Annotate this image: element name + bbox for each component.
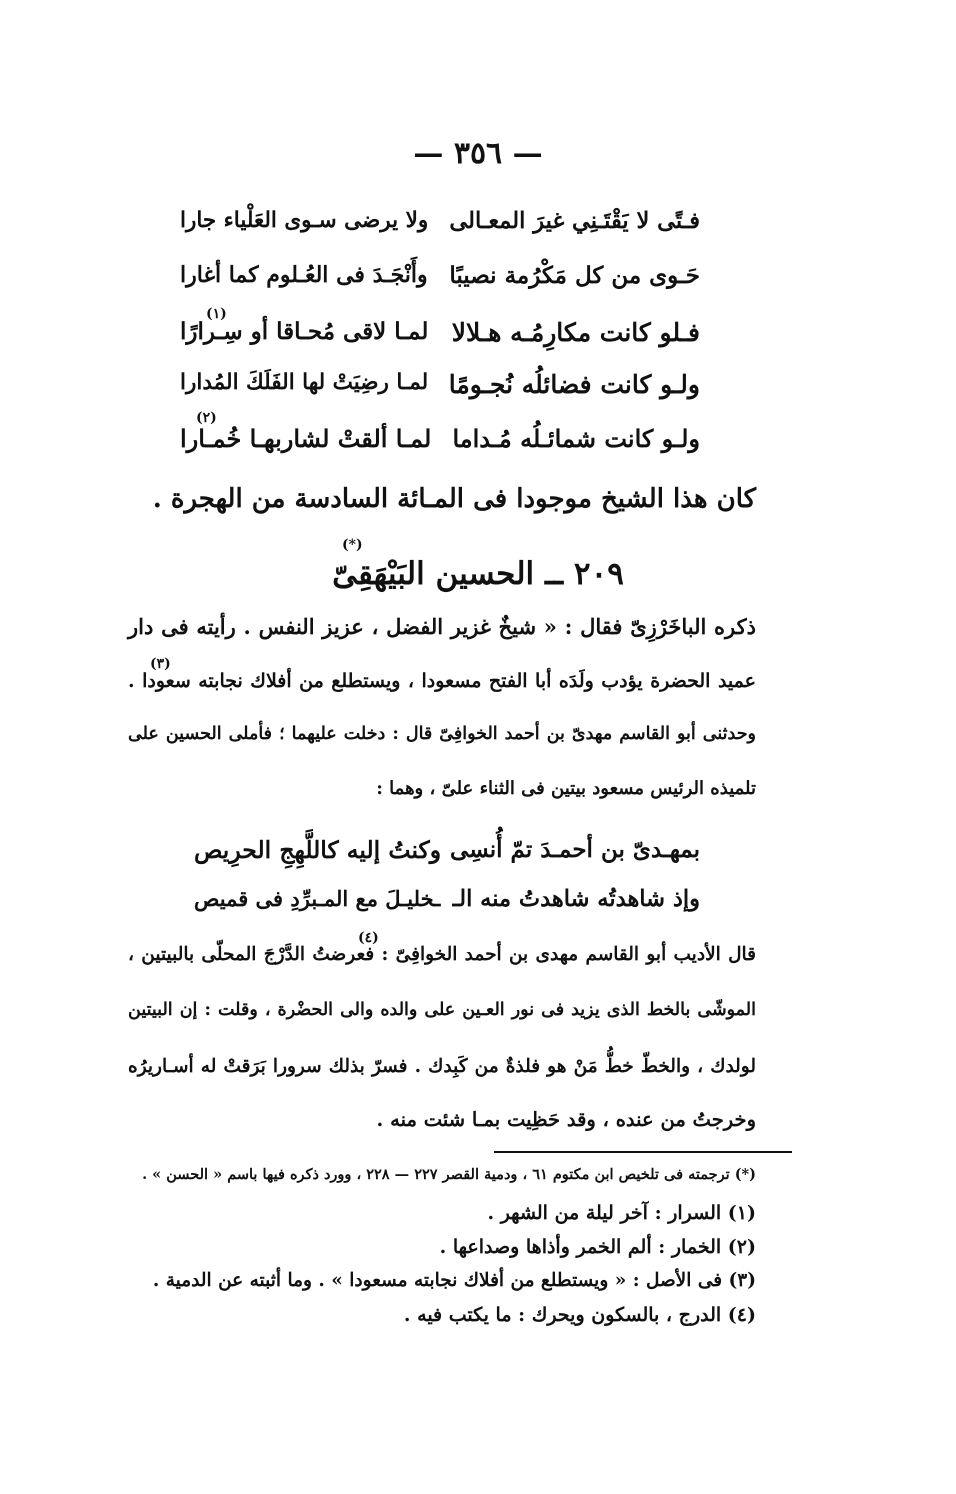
verse-second-hemistich: ـخليـلَ مع المـبرِّدِ فى قميص [194, 886, 441, 911]
footnote [140, 1166, 756, 1183]
era-line: كان هذا الشيخ موجودا فى المـائة السادسة من الهجرة . [152, 484, 756, 514]
footnote [140, 1236, 756, 1258]
verse-first-hemistich: فـتًى لا يَقْتَـنِي غيرَ المعـالى [449, 208, 700, 234]
poem-verse [180, 424, 700, 470]
footnote-mark: (١) [727, 1202, 756, 1224]
poem-verse [180, 370, 700, 416]
footnote-mark: (٣) [728, 1270, 756, 1291]
footnote-marker: (٤) [358, 930, 379, 946]
footnote-marker: (٣) [150, 656, 171, 672]
text-line: وحدثنى أبو القاسم مهدىّ بن أحمد الخوافِىّ قال : دخلت عليهما ؛ فأملى الحسين على [128, 724, 756, 744]
footnote-text: الدرج ، بالسكون ويحرك : ما يكتب فيه . [403, 1304, 722, 1326]
poem-verse [180, 886, 700, 932]
text-line: تلميذه الرئيس مسعود بيتين فى الثناء علىّ ، وهما : [376, 778, 756, 799]
footnote-marker: (٢) [196, 410, 217, 426]
poem-verse [180, 262, 700, 308]
verse-second-hemistich: وأَنْجَـدَ فى العُـلوم كما أغارا [180, 262, 428, 288]
footnote [140, 1304, 756, 1326]
verse-second-hemistich: ولا يرضى سـوى العَلْياء جارا [180, 208, 429, 233]
verse-second-hemistich: لمـا ألقتْ لشاربهـا خُمـارا [180, 424, 432, 453]
text-line: قال الأديب أبو القاسم مهدى بن أحمد الخوافِىّ : فعرضتُ الدَّرْجَ المحلّى بالبيتين ، [128, 944, 756, 965]
entry-heading: ٢٠٩ ــ الحسين البَيْهَقِىّ [332, 556, 624, 592]
verse-second-hemistich: لمـا رضِيَتْ لها الفَلَكَ المُدارا [180, 370, 429, 395]
verse-first-hemistich: وإذ شاهدتُه شاهدتُ منه الـ [452, 886, 700, 912]
verse-first-hemistich: فـلو كانت مكارِمُـه هـلالا [451, 318, 700, 347]
text-line: وخرجتُ من عنده ، وقد حَظِيت بمـا شئت منه . [376, 1108, 756, 1131]
footnote-text: السرار : آخر ليلة من الشهر . [487, 1202, 722, 1224]
poem-verse [180, 208, 700, 254]
footnote-text: ترجمته فى تلخيص ابن مكتوم ٦١ ، ودمية القصر ٢٢٧ — ٢٢٨ ، وورد ذكره فيها باسم « الحسن » . [142, 1166, 730, 1183]
verse-second-hemistich: وكنتُ إليه كاللَّهِجِ الحرِيص [194, 836, 442, 864]
verse-first-hemistich: بمهـدىّ بن أحمـدَ تمّ أُنسِى [450, 836, 700, 863]
footnote [140, 1270, 756, 1291]
footnote-mark: (٤) [727, 1304, 756, 1326]
footnote-text: الخمار : ألم الخمر وأذاها وصداعها . [439, 1236, 722, 1258]
footnote-text: فى الأصل : « ويستطلع من أفلاك نجابته مسعودا » . وما أثبته عن الدمية . [152, 1270, 723, 1291]
text-line: ذكره الباخَرْزِىّ فقال : « شيخٌ غزير الفضل ، عزيز النفس . رأيته فى دار [128, 614, 756, 639]
poem-verse [180, 318, 700, 364]
text-line: لولدك ، والخطّ خطُّ مَنْ هو فلذةٌ من كَبِدك . فسرّ بذلك سرورا بَرَقتْ له أسـاريرُه [128, 1056, 756, 1077]
verse-first-hemistich: حَـوى من كل مَكْرُمة نصيبًا [449, 262, 700, 289]
footnote [140, 1202, 756, 1224]
verse-first-hemistich: ولـو كانت شمائـلُه مُـداما [452, 424, 700, 453]
text-line: عميد الحضرة يؤدب ولَدَه أبا الفتح مسعودا ، ويستطلع من أفلاك نجابته سعودا . [128, 670, 756, 692]
footnote-mark: (*) [734, 1166, 756, 1183]
footnote-divider [494, 1151, 792, 1153]
poem-verse [180, 836, 700, 882]
footnote-mark: (٢) [727, 1236, 756, 1258]
verse-first-hemistich: ولـو كانت فضائلُه نُجـومًا [448, 370, 700, 399]
text-line: الموشّى بالخط الذى يزيد فى نور العـين على والده والى الحضْرة ، وقلت : إن البيتين [128, 1000, 756, 1020]
verse-second-hemistich: لمـا لاقى مُحـاقا أو سِـرارًا [180, 318, 429, 345]
page-number: — ٣٥٦ — [413, 136, 543, 171]
footnote-marker: (*) [342, 537, 363, 553]
footnote-marker: (١) [206, 306, 227, 322]
